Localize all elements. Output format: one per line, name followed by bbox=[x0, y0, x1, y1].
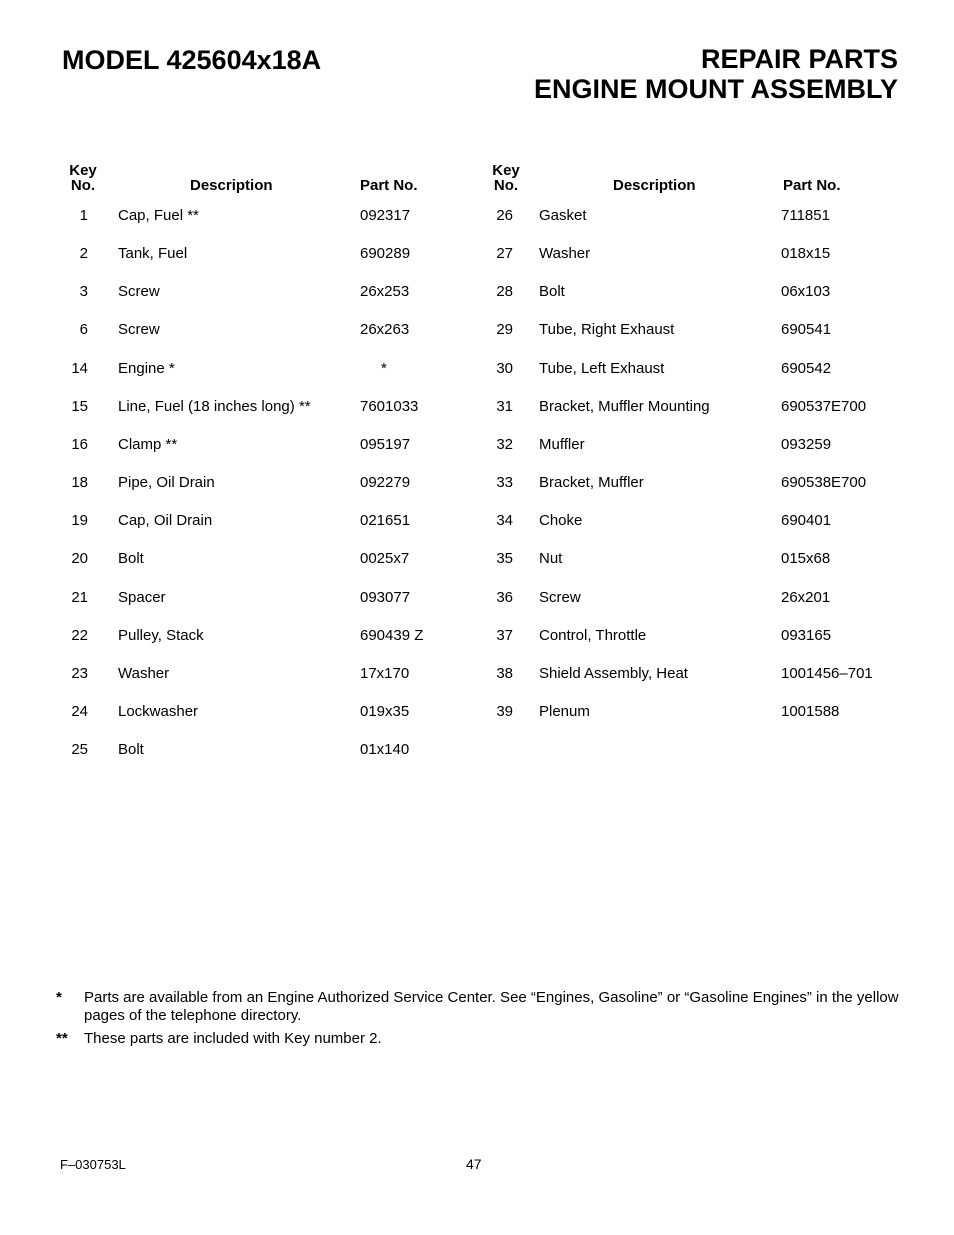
part-row bbox=[421, 282, 841, 302]
part-key-no: 27 bbox=[496, 245, 513, 263]
part-row bbox=[0, 473, 420, 493]
part-description: Pulley, Stack bbox=[118, 626, 204, 644]
part-description: Bolt bbox=[118, 741, 144, 759]
part-number: 092317 bbox=[360, 207, 411, 224]
footnotes bbox=[56, 989, 906, 1053]
part-number: 711851 bbox=[781, 207, 830, 224]
part-number: 17x170 bbox=[360, 664, 410, 682]
part-row bbox=[0, 740, 420, 760]
part-key-no: 19 bbox=[71, 512, 88, 530]
part-description: Muffler bbox=[539, 435, 585, 453]
part-row bbox=[421, 588, 841, 608]
part-description: Tube, Right Exhaust bbox=[539, 321, 675, 339]
part-row bbox=[0, 282, 420, 302]
part-description: Shield Assembly, Heat bbox=[539, 664, 688, 682]
part-row bbox=[0, 206, 420, 226]
part-key-no: 6 bbox=[79, 321, 88, 339]
part-row bbox=[421, 435, 841, 455]
part-row bbox=[0, 244, 420, 264]
part-no-header: Part No. bbox=[360, 177, 418, 194]
part-description: Washer bbox=[539, 245, 591, 263]
part-row bbox=[421, 626, 841, 646]
part-key-no: 28 bbox=[496, 283, 513, 301]
page-number: 47 bbox=[466, 1156, 482, 1172]
part-key-no: 35 bbox=[496, 550, 513, 568]
description-header: Description bbox=[190, 177, 273, 194]
part-number: 021651 bbox=[360, 512, 411, 530]
part-description: Line, Fuel (18 inches long) ** bbox=[118, 397, 311, 415]
part-key-no: 1 bbox=[79, 207, 88, 224]
part-number: 7601033 bbox=[360, 397, 419, 415]
part-row bbox=[0, 626, 424, 646]
footnote-text: Parts are available from an Engine Authorized Service Center. See “Engines, Gasoline” or “Gasoline Engines” in the yellow pages of the telephone directory. bbox=[84, 989, 899, 1024]
part-description: Bolt bbox=[539, 283, 565, 301]
key-header-line2: No. bbox=[70, 177, 96, 194]
model-title: MODEL 425604x18A bbox=[62, 45, 322, 75]
part-key-no: 26 bbox=[496, 207, 513, 224]
part-description: Bracket, Muffler bbox=[539, 474, 644, 492]
part-number: 690401 bbox=[781, 512, 832, 530]
part-key-no: 30 bbox=[496, 359, 513, 377]
part-description: Bolt bbox=[118, 550, 144, 568]
part-row bbox=[421, 549, 841, 569]
footnote-mark: ** bbox=[56, 1030, 68, 1047]
part-description: Gasket bbox=[539, 207, 587, 224]
key-header-line1: Key bbox=[69, 162, 97, 179]
part-number: 015x68 bbox=[781, 550, 831, 568]
part-row bbox=[0, 511, 420, 531]
part-row bbox=[0, 397, 420, 417]
part-key-no: 21 bbox=[71, 588, 88, 606]
part-description: Plenum bbox=[539, 702, 590, 720]
footnote bbox=[56, 1030, 906, 1048]
document-code: F–030753L bbox=[60, 1157, 126, 1172]
part-description: Choke bbox=[539, 512, 583, 530]
part-description: Control, Throttle bbox=[539, 626, 647, 644]
part-number: 093259 bbox=[781, 435, 832, 453]
part-description: Pipe, Oil Drain bbox=[118, 474, 215, 492]
part-description: Bracket, Muffler Mounting bbox=[539, 397, 710, 415]
part-key-no: 36 bbox=[496, 588, 513, 606]
part-number: 690541 bbox=[781, 321, 832, 339]
part-number: 093077 bbox=[360, 588, 411, 606]
part-key-no: 29 bbox=[496, 321, 513, 339]
part-key-no: 33 bbox=[496, 474, 513, 492]
part-key-no: 23 bbox=[71, 664, 88, 682]
part-number: 1001588 bbox=[781, 702, 840, 720]
part-key-no: 37 bbox=[496, 626, 513, 644]
part-row bbox=[0, 588, 420, 608]
part-description: Screw bbox=[118, 283, 160, 301]
part-number: 095197 bbox=[360, 435, 411, 453]
part-description: Lockwasher bbox=[118, 702, 199, 720]
part-number: 1001456–701 bbox=[781, 664, 873, 682]
part-description: Engine * bbox=[118, 359, 175, 377]
part-number: 690439 Z bbox=[360, 626, 424, 644]
part-key-no: 22 bbox=[71, 626, 88, 644]
part-row bbox=[0, 702, 420, 722]
part-description: Screw bbox=[539, 588, 581, 606]
part-number: 26x253 bbox=[360, 283, 410, 301]
part-key-no: 14 bbox=[71, 359, 88, 377]
part-row bbox=[421, 244, 841, 264]
part-key-no: 38 bbox=[496, 664, 513, 682]
part-description: Spacer bbox=[118, 588, 166, 606]
part-row bbox=[421, 206, 841, 226]
part-description: Tank, Fuel bbox=[118, 245, 188, 263]
key-header-line2: No. bbox=[493, 177, 519, 194]
key-header-line1: Key bbox=[492, 162, 520, 179]
parts-table-left bbox=[0, 162, 424, 763]
part-number: 01x140 bbox=[360, 741, 410, 759]
parts-table-right bbox=[421, 162, 873, 763]
section-title-line1: REPAIR PARTS bbox=[700, 44, 898, 74]
part-key-no: 15 bbox=[71, 397, 88, 415]
part-number: 690542 bbox=[781, 359, 832, 377]
part-number: 06x103 bbox=[781, 283, 831, 301]
part-key-no: 24 bbox=[71, 702, 88, 720]
part-number: 690538E700 bbox=[781, 474, 867, 492]
part-description: Tube, Left Exhaust bbox=[539, 359, 665, 377]
part-description: Cap, Fuel ** bbox=[118, 207, 199, 224]
part-key-no: 34 bbox=[496, 512, 513, 530]
part-description: Clamp ** bbox=[118, 435, 178, 453]
part-row bbox=[0, 359, 420, 379]
part-number: * bbox=[381, 359, 387, 377]
part-row bbox=[0, 664, 420, 684]
part-number: 0025x7 bbox=[360, 550, 410, 568]
part-key-no: 32 bbox=[496, 435, 513, 453]
key-no-header bbox=[486, 163, 526, 193]
part-row bbox=[0, 435, 420, 455]
part-number: 26x201 bbox=[781, 588, 831, 606]
part-key-no: 31 bbox=[496, 397, 513, 415]
part-number: 690289 bbox=[360, 245, 411, 263]
part-row bbox=[421, 511, 841, 531]
part-number: 018x15 bbox=[781, 245, 831, 263]
part-row bbox=[421, 664, 873, 684]
part-key-no: 2 bbox=[79, 245, 88, 263]
part-description: Cap, Oil Drain bbox=[118, 512, 213, 530]
part-description: Screw bbox=[118, 321, 160, 339]
part-key-no: 18 bbox=[71, 474, 88, 492]
part-no-header: Part No. bbox=[783, 177, 841, 194]
part-row bbox=[421, 320, 841, 340]
part-key-no: 39 bbox=[496, 702, 513, 720]
part-row bbox=[421, 702, 841, 722]
part-key-no: 25 bbox=[71, 741, 88, 759]
part-number: 092279 bbox=[360, 474, 411, 492]
part-description: Washer bbox=[118, 664, 170, 682]
part-key-no: 16 bbox=[71, 435, 88, 453]
part-number: 26x263 bbox=[360, 321, 410, 339]
key-no-header bbox=[63, 163, 103, 193]
part-key-no: 3 bbox=[79, 283, 88, 301]
section-title bbox=[534, 44, 898, 104]
part-number: 093165 bbox=[781, 626, 832, 644]
part-row bbox=[0, 320, 420, 340]
part-row bbox=[421, 397, 867, 417]
section-title-line2: ENGINE MOUNT ASSEMBLY bbox=[533, 74, 898, 104]
part-row bbox=[0, 549, 420, 569]
footnote bbox=[56, 989, 906, 1025]
footnote-mark: * bbox=[56, 989, 62, 1006]
description-header: Description bbox=[613, 177, 696, 194]
part-number: 690537E700 bbox=[781, 397, 867, 415]
part-key-no: 20 bbox=[71, 550, 88, 568]
part-number: 019x35 bbox=[360, 702, 410, 720]
part-description: Nut bbox=[539, 550, 563, 568]
part-row bbox=[421, 473, 867, 493]
footnote-text: These parts are included with Key number 2. bbox=[84, 1030, 382, 1047]
part-row bbox=[421, 359, 841, 379]
